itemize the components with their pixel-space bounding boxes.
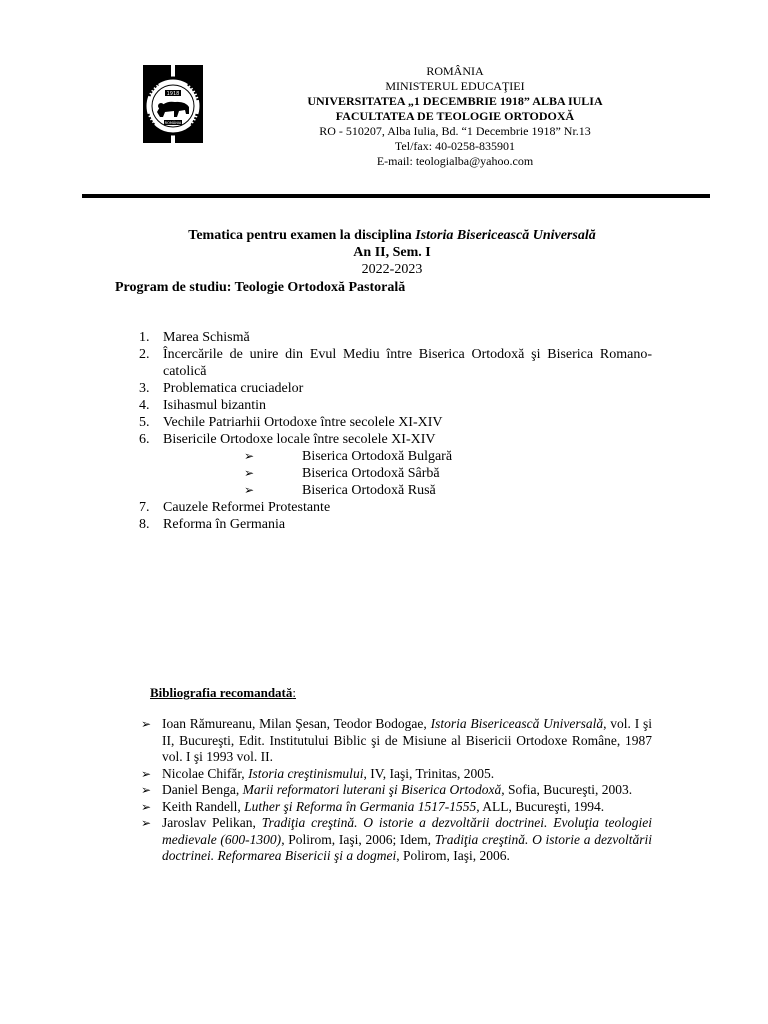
arrow-bullet-icon: ➢ bbox=[141, 766, 152, 781]
header-divider bbox=[82, 194, 710, 198]
academic-year: 2022-2023 bbox=[361, 262, 423, 277]
logo-year: 1918 bbox=[166, 91, 180, 97]
list-item: 4. Isihasmul bizantin bbox=[139, 398, 267, 413]
bibliography-heading: Bibliografia recomandată: bbox=[150, 685, 297, 700]
sub-list-item: ➢ Biserica Ortodoxă Rusă bbox=[244, 483, 436, 498]
list-item: 3. Problematica cruciadelor bbox=[139, 381, 304, 396]
list-item: 6. Bisericile Ortodoxe locale între secolele XI-XIV bbox=[139, 432, 436, 447]
arrow-bullet-icon: ➢ bbox=[141, 799, 152, 814]
bibliography-list bbox=[141, 716, 652, 865]
university-logo bbox=[113, 62, 231, 145]
ministry-line: MINISTERUL EDUCAŢIEI bbox=[385, 79, 525, 93]
bibliography-entry: ➢ Keith Randell, Luther şi Reforma în Germania 1517-1555, ALL, Bucureşti, 1994. bbox=[141, 798, 605, 814]
faculty-line: FACULTATEA DE TEOLOGIE ORTODOXĂ bbox=[335, 109, 575, 123]
exam-title bbox=[82, 227, 702, 244]
list-item: 2. Încercările de unire din Evul Mediu între Biserica Ortodoxă şi Biserica Romano-catolică bbox=[139, 347, 652, 379]
bibliography-entry: ➢ Ioan Rămureanu, Milan Şesan, Teodor Bodogae, Istoria Bisericească Universală, vol. I şi II, Bucureşti, Edit. Institutului Biblic şi de Misiune al Bisericii Ortodoxe Române, 1987 vol. I şi 1993 vol. II. bbox=[141, 716, 652, 764]
institution-header bbox=[230, 64, 680, 169]
title-prefix: Tematica pentru examen la disciplina bbox=[188, 228, 416, 243]
list-item: 7. Cauzele Reformei Protestante bbox=[139, 500, 331, 515]
study-program: Program de studiu: Teologie Ortodoxă Pastorală bbox=[115, 280, 406, 295]
logo-banner: ROMÂNIA bbox=[164, 121, 182, 125]
arrow-bullet-icon: ➢ bbox=[244, 466, 255, 480]
bibliography-entry: ➢ Nicolae Chifăr, Istoria creştinismului, IV, Iaşi, Trinitas, 2005. bbox=[141, 765, 495, 781]
email-line: E-mail: teologialba@yahoo.com bbox=[376, 154, 534, 168]
arrow-bullet-icon: ➢ bbox=[141, 816, 152, 830]
arrow-bullet-icon: ➢ bbox=[141, 783, 152, 797]
topic-list bbox=[139, 329, 652, 533]
arrow-bullet-icon: ➢ bbox=[244, 449, 255, 463]
discipline-name: Istoria Bisericească Universală bbox=[415, 228, 596, 243]
university-line: UNIVERSITATEA „1 DECEMBRIE 1918” ALBA IULIA bbox=[307, 94, 603, 108]
arrow-bullet-icon: ➢ bbox=[244, 483, 255, 497]
bibliography-entry: ➢ Jaroslav Pelikan, Tradiţia creştină. O istorie a dezvoltării doctrinei. Evoluţia teologiei medievale (600-1300), Polirom, Iaşi, 2006; Idem, Tradiţia creştină. O istorie a dezvoltării doctrinei. Reformarea Bisericii şi a dogmei, Polirom, Iaşi, 2006. bbox=[141, 815, 652, 863]
telfax-line: Tel/fax: 40-0258-835901 bbox=[394, 139, 516, 153]
sub-list-item: ➢ Biserica Ortodoxă Sârbă bbox=[244, 466, 440, 481]
arrow-bullet-icon: ➢ bbox=[141, 717, 152, 731]
list-item: 1. Marea Schismă bbox=[139, 330, 250, 345]
bibliography-entry: ➢ Daniel Benga, Marii reformatori luterani şi Biserica Ortodoxă, Sofia, Bucureşti, 2003. bbox=[141, 782, 633, 797]
year-semester: An II, Sem. I bbox=[353, 245, 431, 260]
list-item: 8. Reforma în Germania bbox=[139, 517, 286, 532]
list-item: 5. Vechile Patriarhii Ortodoxe între secolele XI-XIV bbox=[139, 415, 443, 430]
address-line: RO - 510207, Alba Iulia, Bd. “1 Decembrie 1918” Nr.13 bbox=[319, 124, 591, 138]
sub-list-item: ➢ Biserica Ortodoxă Bulgară bbox=[244, 449, 453, 464]
country-line: ROMÂNIA bbox=[426, 64, 484, 78]
